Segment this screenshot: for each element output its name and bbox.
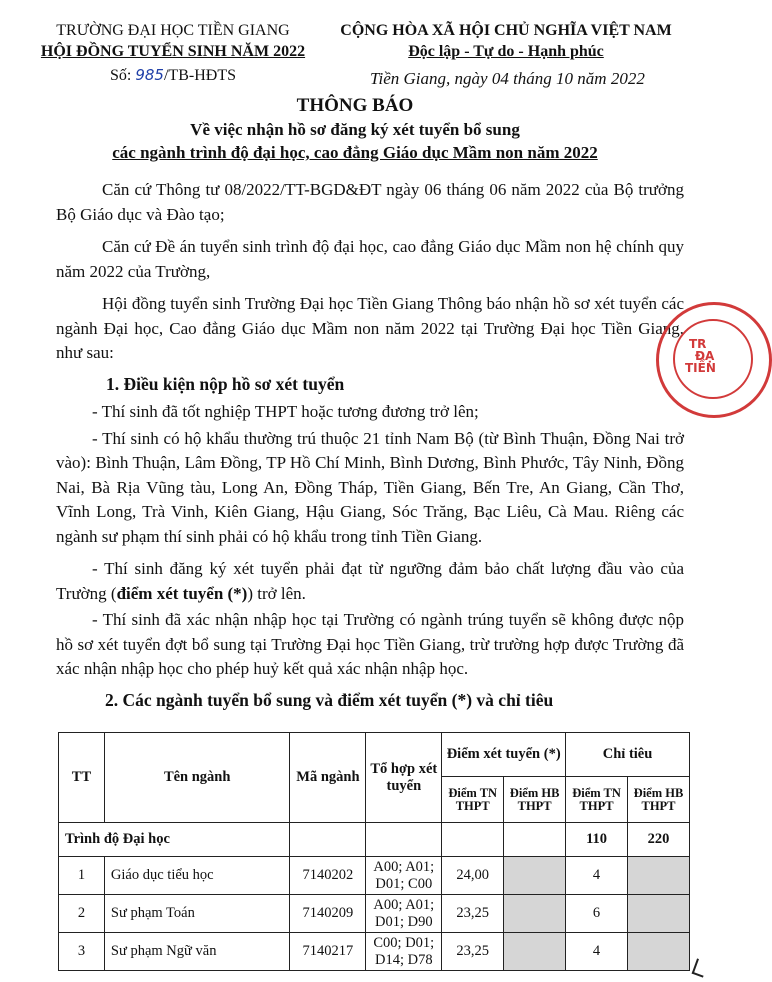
row-name: Sư phạm Toán	[104, 895, 290, 933]
row-quota-tn: 6	[566, 895, 628, 933]
seal-text-3: TIỀN	[685, 361, 716, 375]
national-motto: Độc lập - Tự do - Hạnh phúc	[408, 43, 604, 60]
document-subtitle-2: các ngành trình độ đại học, cao đẳng Giáo dục Mầm non năm 2022	[112, 143, 598, 162]
paragraph-announcement: Hội đồng tuyển sinh Trường Đại học Tiền Giang Thông báo nhận hồ sơ xét tuyển các ngành Đại học, Cao đẳng Giáo dục Mầm non năm 2022 tại Trường Đại học Tiền Giang, như sau:	[56, 294, 684, 362]
row-quota-tn: 4	[566, 933, 628, 971]
row-quota-tn: 4	[566, 857, 628, 895]
group-quota-tn: 110	[566, 823, 628, 857]
section-2-heading: 2. Các ngành tuyển bổ sung và điểm xét tuyển (*) và chỉ tiêu	[105, 690, 554, 710]
row-score-tn: 23,25	[442, 933, 504, 971]
group-empty-code	[290, 823, 366, 857]
pen-mark	[692, 958, 709, 977]
condition-3	[56, 557, 684, 606]
header-major-code: Mã ngành	[290, 733, 366, 823]
table-row	[59, 895, 690, 933]
row-tt: 1	[59, 857, 105, 895]
group-empty-tn	[442, 823, 504, 857]
row-score-hb	[504, 857, 566, 895]
issuer-block	[28, 20, 318, 86]
document-number	[28, 65, 318, 86]
group-quota-hb: 220	[628, 823, 690, 857]
row-score-hb	[504, 895, 566, 933]
group-empty-hb	[504, 823, 566, 857]
number-suffix: /TB-HĐTS	[163, 67, 236, 84]
republic-block	[306, 20, 706, 62]
paragraph-legal-basis-1: Căn cứ Thông tư 08/2022/TT-BGD&ĐT ngày 06 tháng 06 năm 2022 của Bộ trưởng Bộ Giáo dục và Đào tạo;	[56, 180, 684, 224]
group-label: Trình độ Đại học	[59, 823, 290, 857]
header-quota-tn: Điểm TN THPT	[566, 777, 628, 823]
paragraph-legal-basis-2: Căn cứ Đề án tuyển sinh trình độ đại học, cao đẳng Giáo dục Mầm non hệ chính quy năm 2022 của Trường,	[56, 237, 684, 281]
majors-table	[58, 732, 690, 971]
condition-2: - Thí sinh có hộ khẩu thường trú thuộc 21 tỉnh Nam Bộ (từ Bình Thuận, Đồng Nai trở vào): Bình Thuận, Lâm Đồng, TP Hồ Chí Minh, Bình Dương, Bình Phước, Tây Ninh, Đồng Nai, Bà Rịa Vũng tàu, Long An, Đồng Tháp, Tiền Giang, Bến Tre, An Giang, Cần Thơ, Vĩnh Long, Trà Vinh, Kiên Giang, Hậu Giang, Sóc Trăng, Bạc Liêu, Cà Mau. Riêng các ngành sư phạm thí sinh phải có hộ khẩu trong tỉnh Tiền Giang.	[56, 428, 684, 546]
seal-text-1: TR	[689, 337, 707, 351]
row-quota-hb	[628, 933, 690, 971]
row-code: 7140202	[290, 857, 366, 895]
council-name: HỘI ĐỒNG TUYỂN SINH NĂM 2022	[40, 43, 306, 60]
header-quota-hb: Điểm HB THPT	[628, 777, 690, 823]
document-subtitle-1: Về việc nhận hồ sơ đăng ký xét tuyển bổ sung	[190, 120, 520, 139]
row-score-tn: 23,25	[442, 895, 504, 933]
seal-text-2: ĐẠ	[695, 349, 715, 363]
row-tt: 3	[59, 933, 105, 971]
row-quota-hb	[628, 857, 690, 895]
condition-4: - Thí sinh đã xác nhận nhập học tại Trường có ngành trúng tuyển sẽ không được nộp hồ sơ xét tuyển đợt bổ sung tại Trường Đại học Tiền Giang, trừ trường hợp được Trường đã xác nhận nhập học cho phép huỷ kết quả xác nhận nhập học.	[56, 610, 684, 678]
row-combo: C00; D01; D14; D78	[366, 933, 442, 971]
number-prefix: Số:	[110, 67, 136, 84]
condition-3-start: - Thí sinh đăng ký xét tuyển phải đạt từ ngưỡng đảm bảo chất lượng đầu vào của Trường (	[56, 559, 684, 603]
number-handwritten: 985	[135, 66, 164, 84]
table-group-row	[59, 823, 690, 857]
row-name: Giáo dục tiểu học	[104, 857, 290, 895]
header-combination: Tổ hợp xét tuyển	[366, 733, 442, 823]
republic-name: CỘNG HÒA XÃ HỘI CHỦ NGHĨA VIỆT NAM	[340, 22, 672, 39]
row-score-tn: 24,00	[442, 857, 504, 895]
header-major-name: Tên ngành	[104, 733, 290, 823]
row-name: Sư phạm Ngữ văn	[104, 933, 290, 971]
header-admission-score: Điểm xét tuyển (*)	[442, 733, 566, 777]
group-empty-combo	[366, 823, 442, 857]
document-title: THÔNG BÁO	[296, 95, 414, 116]
condition-3-bold: điểm xét tuyển (*)	[116, 583, 248, 603]
row-combo: A00; A01; D01; D90	[366, 895, 442, 933]
header-score-hb: Điểm HB THPT	[504, 777, 566, 823]
header-tt: TT	[59, 733, 105, 823]
header-score-tn: Điểm TN THPT	[442, 777, 504, 823]
row-combo: A00; A01; D01; C00	[366, 857, 442, 895]
row-tt: 2	[59, 895, 105, 933]
section-1-heading: 1. Điều kiện nộp hồ sơ xét tuyển	[106, 373, 345, 394]
school-name: TRƯỜNG ĐẠI HỌC TIỀN GIANG	[56, 22, 290, 39]
issue-date: Tiền Giang, ngày 04 tháng 10 năm 2022	[370, 69, 645, 88]
header-quota: Chỉ tiêu	[566, 733, 690, 777]
condition-1: - Thí sinh đã tốt nghiệp THPT hoặc tương đương trở lên;	[92, 402, 479, 421]
row-code: 7140209	[290, 895, 366, 933]
official-seal	[656, 302, 772, 418]
document-body	[56, 178, 684, 690]
row-score-hb	[504, 933, 566, 971]
table-row	[59, 933, 690, 971]
table-row	[59, 857, 690, 895]
row-quota-hb	[628, 895, 690, 933]
condition-3-end: ) trở lên.	[247, 583, 306, 603]
row-code: 7140217	[290, 933, 366, 971]
